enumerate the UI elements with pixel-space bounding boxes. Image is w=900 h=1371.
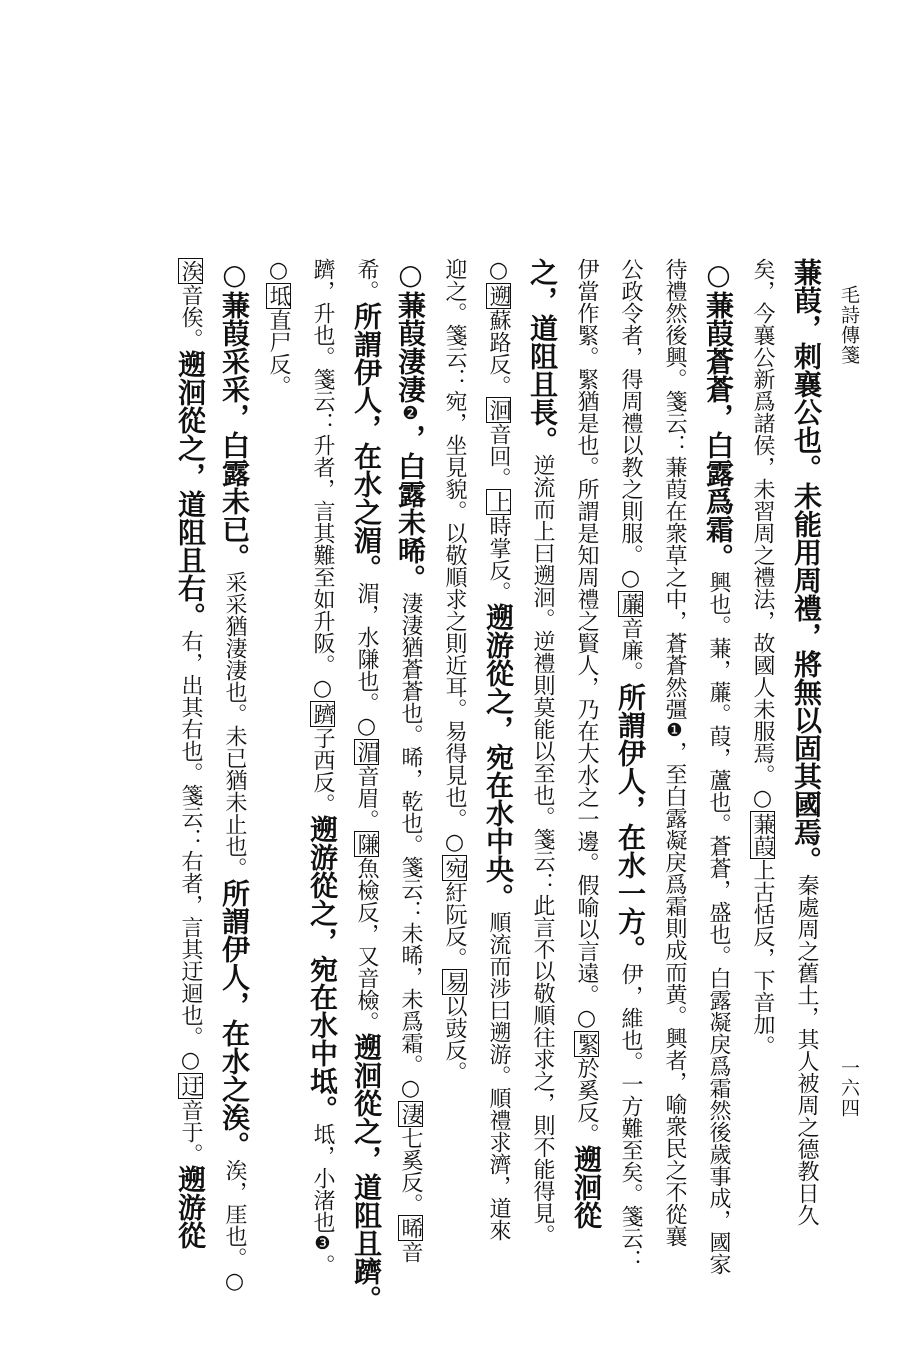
boxed-gloss-character: 洄	[486, 399, 511, 421]
commentary-text: 時掌反。	[486, 515, 511, 603]
main-text: ○蒹葭蒼蒼，白露爲霜。	[702, 258, 735, 571]
commentary-text: 直尸反。	[266, 309, 291, 397]
text-column	[608, 258, 652, 1328]
text-column	[564, 258, 608, 1328]
commentary-text: 。	[310, 1254, 335, 1276]
commentary-text: 伊當作緊。緊猶是也。所謂是知周禮之賢人，乃在大水之一邊。假喻以言遠。○	[574, 258, 599, 1031]
commentary-text: 紆阮反。	[442, 881, 467, 969]
boxed-gloss-character: 晞	[398, 1217, 423, 1239]
text-column	[300, 258, 344, 1328]
commentary-text: 湄，水隒也。○	[354, 582, 379, 739]
commentary-text: 公政令者，得周禮以教之則服。○	[618, 258, 643, 591]
commentary-text: 音回。	[486, 423, 511, 489]
running-header-title: 毛詩傳箋	[838, 285, 860, 365]
commentary-text: 右，出其右也。箋云：右者，言其迂迴也。○	[178, 630, 203, 1073]
boxed-gloss-character: 淒	[398, 1103, 423, 1125]
commentary-text: 以豉反。	[442, 995, 467, 1083]
main-text: 遡洄從之，道阻且躋。	[350, 1033, 383, 1313]
commentary-text: 迎之。箋云：宛，坐見貌。以敬順求之則近耳。易得見也。○	[442, 258, 467, 855]
text-column	[476, 258, 520, 1328]
commentary-text: 躋，升也。箋云：升者，言其難至如升阪。○	[310, 258, 335, 701]
commentary-text: 涘，厓也。○	[222, 1159, 247, 1294]
boxed-gloss-character: 躋	[310, 703, 335, 725]
boxed-gloss-character: 湄	[354, 741, 379, 763]
commentary-text: 上古恬反，下音加。	[750, 859, 775, 1057]
text-column	[344, 258, 388, 1328]
main-text: 遡游從之，宛在水中央。	[482, 603, 515, 911]
main-text: 所謂伊人，在水之涘。	[218, 879, 251, 1159]
commentary-text: 音廉。	[618, 617, 643, 683]
boxed-gloss-character: 迂	[178, 1075, 203, 1097]
page-number: 一六四	[838, 1058, 860, 1118]
text-column	[696, 258, 740, 1328]
boxed-gloss-character: 隒	[354, 833, 379, 855]
main-text: ○蒹葭采采，白露未已。	[218, 258, 251, 571]
commentary-text: 七奚反。	[398, 1127, 423, 1215]
footnote-marker: ❸	[312, 1233, 333, 1254]
commentary-text: 矣，今襄公新爲諸侯，未習周之禮法，故國人未服焉。○	[750, 258, 775, 811]
text-column	[432, 258, 476, 1328]
text-column	[740, 258, 784, 1328]
text-column	[212, 258, 256, 1328]
commentary-text: 逆流而上曰遡洄。逆禮則莫能以至也。箋云：此言不以敬順往求之，則不能得見。	[530, 454, 555, 1246]
main-text: 未能用周禮，將無以固其國焉。	[790, 482, 823, 874]
commentary-text: 音于。	[178, 1099, 203, 1165]
commentary-text: 采采猶淒淒也。未已猶未止也。	[222, 571, 247, 879]
footnote-marker: ❷	[400, 403, 421, 424]
commentary-text: 音	[398, 1241, 423, 1263]
main-text: ○蒹葭淒淒	[394, 258, 427, 403]
commentary-text: 待禮然後興。箋云：蒹葭在衆草之中，蒼蒼然彊	[662, 258, 687, 720]
main-text: ，白露未晞。	[394, 424, 427, 592]
commentary-text: ○	[486, 258, 511, 283]
commentary-text: 蘇路反。	[486, 309, 511, 397]
commentary-text: ，至白露凝戾爲霜則成而黄。興者，喻衆民之不從襄	[662, 741, 687, 1247]
boxed-gloss-character: 薕	[618, 593, 643, 615]
boxed-gloss-character: 遡	[486, 285, 511, 307]
boxed-gloss-character: 易	[442, 971, 467, 993]
commentary-text: 坻，小渚也	[310, 1123, 335, 1233]
commentary-text: 音眉。	[354, 765, 379, 831]
main-text: 遡洄從	[570, 1145, 603, 1229]
commentary-text: 於奚反。	[574, 1057, 599, 1145]
main-text: 遡游從	[174, 1165, 207, 1249]
main-text: 遡洄從之，道阻且右。	[174, 350, 207, 630]
text-column	[256, 258, 300, 1328]
commentary-text: 順流而涉曰遡游。順禮求濟，道來	[486, 911, 511, 1241]
footnote-marker: ❶	[664, 720, 685, 741]
main-text: 所謂伊人，在水之湄。	[350, 302, 383, 582]
commentary-text: 伊，維也。一方難至矣。箋云：	[618, 963, 643, 1271]
commentary-text: 子西反。	[310, 727, 335, 815]
commentary-text: 興也。蒹，薕。葭，蘆也。蒼蒼，盛也。白露凝戾爲霜然後歲事成，國家	[706, 571, 731, 1275]
main-text: 蒹葭，刺襄公也。	[790, 258, 823, 482]
commentary-text: 魚檢反，又音檢。	[354, 857, 379, 1033]
text-column	[388, 258, 432, 1328]
commentary-text: 音俟。	[178, 284, 203, 350]
boxed-gloss-character: 緊	[574, 1033, 599, 1055]
commentary-text: 淒淒猶蒼蒼也。晞，乾也。箋云：未晞，未爲霜。○	[398, 592, 423, 1101]
text-column	[168, 258, 212, 1328]
text-column	[652, 258, 696, 1328]
main-text: 遡游從之，宛在水中坻。	[306, 815, 339, 1123]
boxed-gloss-character: 蒹葭	[750, 813, 775, 857]
main-text: 之，道阻且長。	[526, 258, 559, 454]
text-column	[520, 258, 564, 1328]
boxed-gloss-character: 坻	[266, 285, 291, 307]
boxed-gloss-character: 上	[486, 491, 511, 513]
vertical-text-body	[118, 258, 828, 1328]
commentary-text: 秦處周之舊土，其人被周之德教日久	[794, 874, 819, 1226]
boxed-gloss-character: 涘	[178, 260, 203, 282]
commentary-text: 希。	[354, 258, 379, 302]
boxed-gloss-character: 宛	[442, 857, 467, 879]
main-text: 所謂伊人，在水一方。	[614, 683, 647, 963]
commentary-text: ○	[266, 258, 291, 283]
text-column	[784, 258, 828, 1328]
